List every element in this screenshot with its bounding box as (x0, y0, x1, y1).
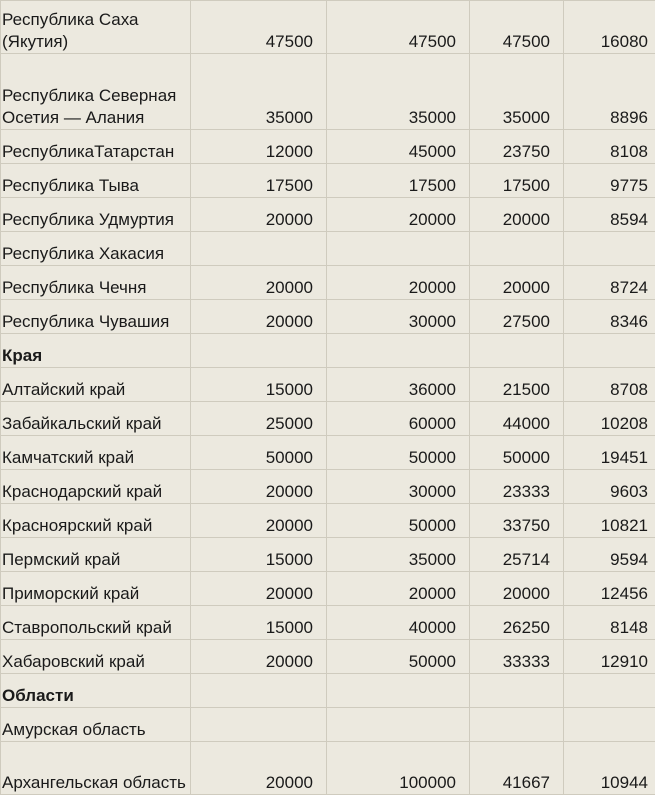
value-cell: 26250 (470, 606, 564, 640)
value-cell: 20000 (191, 640, 327, 674)
value-cell: 25000 (191, 402, 327, 436)
table-row (1, 54, 655, 130)
value-cell: 100000 (327, 742, 470, 795)
value-cell: 10208 (564, 402, 655, 436)
value-cell (564, 232, 655, 266)
value-cell: 8108 (564, 130, 655, 164)
value-cell: 21500 (470, 368, 564, 402)
table-row (1, 1, 655, 54)
region-name: Республика Чувашия (1, 300, 191, 334)
table-row (1, 402, 655, 436)
value-cell: 8594 (564, 198, 655, 232)
section-heading: Края (1, 334, 191, 368)
value-cell: 20000 (191, 742, 327, 795)
section-row (1, 674, 655, 708)
value-cell: 20000 (191, 470, 327, 504)
value-cell: 35000 (327, 538, 470, 572)
region-name: Пермский край (1, 538, 191, 572)
value-cell: 15000 (191, 368, 327, 402)
value-cell: 9775 (564, 164, 655, 198)
value-cell: 50000 (191, 436, 327, 470)
section-row (1, 334, 655, 368)
region-name: Красноярский край (1, 504, 191, 538)
value-cell: 20000 (327, 572, 470, 606)
table-row (1, 436, 655, 470)
region-name: Краснодарский край (1, 470, 191, 504)
value-cell: 19451 (564, 436, 655, 470)
value-cell: 8708 (564, 368, 655, 402)
value-cell: 50000 (327, 436, 470, 470)
value-cell: 35000 (191, 54, 327, 130)
value-cell (564, 708, 655, 742)
table-row (1, 130, 655, 164)
value-cell: 30000 (327, 300, 470, 334)
value-cell: 41667 (470, 742, 564, 795)
value-cell: 20000 (327, 266, 470, 300)
region-name: Республика Чечня (1, 266, 191, 300)
value-cell: 8896 (564, 54, 655, 130)
table-row (1, 198, 655, 232)
value-cell: 20000 (470, 198, 564, 232)
value-cell: 50000 (327, 504, 470, 538)
value-cell: 17500 (191, 164, 327, 198)
value-cell (470, 708, 564, 742)
region-name: Республика Саха (Якутия) (1, 1, 191, 54)
value-cell: 15000 (191, 538, 327, 572)
region-name: Республика Тыва (1, 164, 191, 198)
value-cell: 50000 (327, 640, 470, 674)
value-cell: 17500 (470, 164, 564, 198)
value-cell: 44000 (470, 402, 564, 436)
table-row (1, 300, 655, 334)
value-cell: 23750 (470, 130, 564, 164)
region-name: Забайкальский край (1, 402, 191, 436)
region-name: Приморский край (1, 572, 191, 606)
value-cell: 35000 (327, 54, 470, 130)
table-row (1, 470, 655, 504)
value-cell (191, 708, 327, 742)
value-cell: 33750 (470, 504, 564, 538)
value-cell: 40000 (327, 606, 470, 640)
value-cell: 12910 (564, 640, 655, 674)
empty-cell (327, 334, 470, 368)
value-cell: 10944 (564, 742, 655, 795)
value-cell: 60000 (327, 402, 470, 436)
region-name: Республика Хакасия (1, 232, 191, 266)
value-cell: 20000 (470, 266, 564, 300)
value-cell: 17500 (327, 164, 470, 198)
value-cell: 33333 (470, 640, 564, 674)
value-cell: 45000 (327, 130, 470, 164)
value-cell: 12456 (564, 572, 655, 606)
value-cell: 27500 (470, 300, 564, 334)
section-heading: Области (1, 674, 191, 708)
table-row (1, 504, 655, 538)
table-row (1, 572, 655, 606)
table-row (1, 708, 655, 742)
value-cell (191, 232, 327, 266)
value-cell: 35000 (470, 54, 564, 130)
value-cell: 20000 (327, 198, 470, 232)
empty-cell (564, 674, 655, 708)
value-cell (327, 708, 470, 742)
value-cell: 20000 (191, 266, 327, 300)
value-cell: 12000 (191, 130, 327, 164)
empty-cell (564, 334, 655, 368)
value-cell: 30000 (327, 470, 470, 504)
value-cell: 25714 (470, 538, 564, 572)
table-row (1, 164, 655, 198)
value-cell: 20000 (191, 504, 327, 538)
value-cell: 8346 (564, 300, 655, 334)
region-name: РеспубликаТатарстан (1, 130, 191, 164)
region-name: Амурская область (1, 708, 191, 742)
value-cell: 47500 (327, 1, 470, 54)
table-row (1, 538, 655, 572)
table-row (1, 232, 655, 266)
region-name: Архангельская область (1, 742, 191, 795)
value-cell: 23333 (470, 470, 564, 504)
empty-cell (470, 674, 564, 708)
value-cell: 47500 (191, 1, 327, 54)
value-cell: 8148 (564, 606, 655, 640)
value-cell: 8724 (564, 266, 655, 300)
value-cell (470, 232, 564, 266)
empty-cell (191, 334, 327, 368)
empty-cell (470, 334, 564, 368)
value-cell: 16080 (564, 1, 655, 54)
table-row (1, 368, 655, 402)
value-cell: 9603 (564, 470, 655, 504)
empty-cell (191, 674, 327, 708)
value-cell: 36000 (327, 368, 470, 402)
value-cell: 50000 (470, 436, 564, 470)
value-cell: 9594 (564, 538, 655, 572)
value-cell: 20000 (191, 198, 327, 232)
region-name: Республика Удмуртия (1, 198, 191, 232)
table-row (1, 640, 655, 674)
table-row (1, 266, 655, 300)
region-name: Камчатский край (1, 436, 191, 470)
value-cell: 15000 (191, 606, 327, 640)
empty-cell (327, 674, 470, 708)
table-row (1, 606, 655, 640)
table-row (1, 742, 655, 795)
region-name: Хабаровский край (1, 640, 191, 674)
region-name: Республика Северная Осетия — Алания (1, 54, 191, 130)
value-cell: 20000 (470, 572, 564, 606)
value-cell (327, 232, 470, 266)
value-cell: 47500 (470, 1, 564, 54)
region-name: Ставропольский край (1, 606, 191, 640)
value-cell: 20000 (191, 300, 327, 334)
region-name: Алтайский край (1, 368, 191, 402)
value-cell: 20000 (191, 572, 327, 606)
value-cell: 10821 (564, 504, 655, 538)
